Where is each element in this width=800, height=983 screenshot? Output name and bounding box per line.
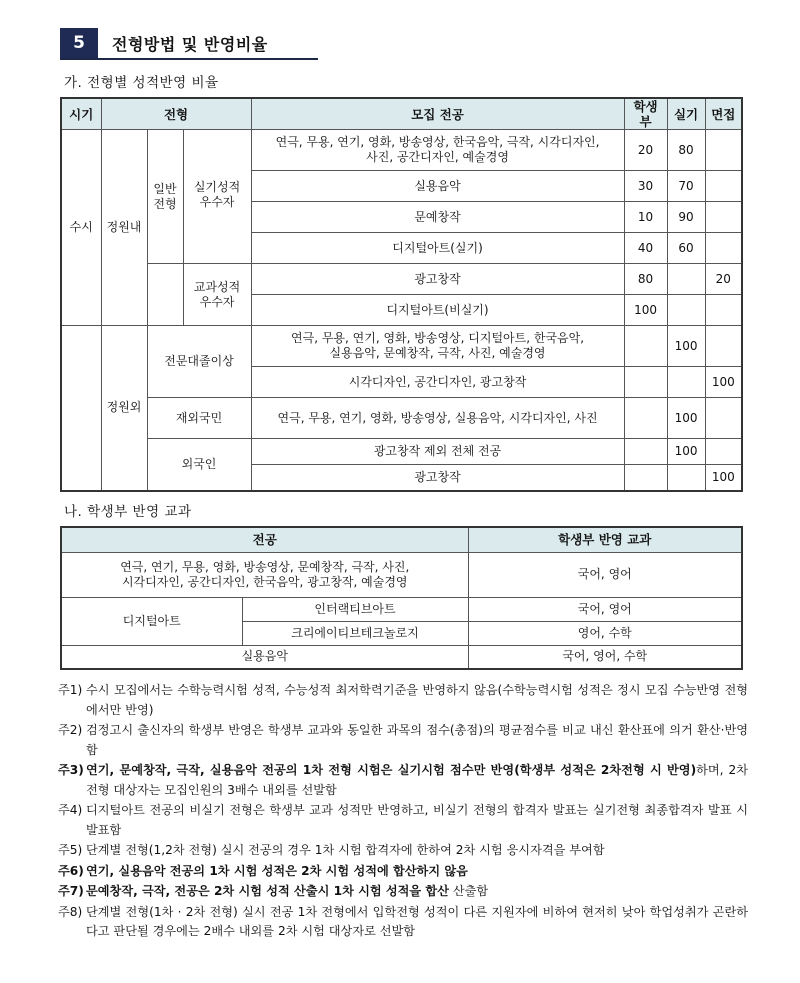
table-cell-interview: [705, 326, 742, 367]
table-cell-subjects: 영어, 수학: [468, 621, 742, 645]
note-item: 주1) 수시 모집에서는 수학능력시험 성적, 수능성적 최저학력기준을 반영하지 않음(수학능력시험 성적은 정시 모집 수능반영 전형에서만 반영): [58, 683, 748, 717]
header-record: 학생부: [624, 98, 667, 130]
table-cell-interview: [705, 233, 742, 264]
table-cell-sub: 인터랙티브아트: [242, 597, 468, 621]
section-title: 전형방법 및 반영비율: [112, 34, 268, 54]
table-cell-practical: [667, 367, 705, 398]
ratio-table: [60, 97, 743, 492]
table-cell-subjects: 국어, 영어: [468, 552, 742, 597]
table-cell-practical: 60: [667, 233, 705, 264]
label-general: 일반 전형: [147, 130, 183, 264]
label-foreigner: 외국인: [147, 439, 251, 491]
table-cell-practical: [667, 264, 705, 295]
table-cell-interview: [705, 171, 742, 202]
note-item: 주2) 검정고시 출신자의 학생부 반영은 학생부 교과와 동일한 과목의 점수(총점)의 평균점수를 비교 내신 환산표에 의거 환산·반영함: [58, 723, 748, 757]
table-cell-interview: 100: [705, 367, 742, 398]
table-cell-record: [624, 398, 667, 439]
label-out-quota: 정원외: [101, 326, 147, 491]
table-cell-major: 연극, 연기, 무용, 영화, 방송영상, 문예창작, 극작, 사진, 시각디자인, 공간디자인, 한국음악, 광고창작, 예술경영: [61, 552, 468, 597]
subjects-table: [60, 526, 743, 670]
table-cell-interview: 100: [705, 465, 742, 491]
header-practical: 실기: [667, 98, 705, 130]
table-cell-practical: 100: [667, 439, 705, 465]
table-cell-interview: [705, 295, 742, 326]
table-cell-major: 광고창작: [251, 264, 624, 295]
note-item: 주8) 단계별 전형(1차 · 2차 전형) 실시 전공 1차 전형에서 입학전형 성적이 다른 지원자에 비하여 현저히 낮아 학업성취가 곤란하다고 판단될 경우에는 2배수 내외를 2차 시험 대상자로 선발함: [58, 904, 748, 938]
table-cell-practical: 70: [667, 171, 705, 202]
table-cell-subjects: 국어, 영어: [468, 597, 742, 621]
table-cell-sub: 크리에이티브테크놀로지: [242, 621, 468, 645]
table-cell-major: 디지털아트(비실기): [251, 295, 624, 326]
table-cell-record: 40: [624, 233, 667, 264]
table-cell-record: 80: [624, 264, 667, 295]
blank-cell: [147, 264, 183, 326]
note-item: 주3) 연기, 문예창작, 극작, 실용음악 전공의 1차 전형 시험은 실기시험 점수만 반영(학생부 성적은 2차전형 시 반영)하며, 2차 전형 대상자는 모집인원의 3배수 내외를 선발함: [58, 763, 748, 797]
blank-cell: [61, 326, 101, 491]
table-cell-subjects: 국어, 영어, 수학: [468, 645, 742, 669]
table-cell-major: 시각디자인, 공간디자인, 광고창작: [251, 367, 624, 398]
header-major: 모집 전공: [251, 98, 624, 130]
table-cell-major: 연극, 무용, 연기, 영화, 방송영상, 디지털아트, 한국음악, 실용음악, 문예창작, 극작, 사진, 예술경영: [251, 326, 624, 367]
subsection-a-title: 가. 전형별 성적반영 비율: [64, 75, 219, 91]
table-cell-record: 100: [624, 295, 667, 326]
label-in-quota: 정원내: [101, 130, 147, 326]
table-cell-major: 실용음악: [251, 171, 624, 202]
table-cell-practical: 80: [667, 130, 705, 171]
table-cell-record: [624, 439, 667, 465]
table-cell-major: 디지털아트(실기): [251, 233, 624, 264]
table-cell-record: 10: [624, 202, 667, 233]
table-cell-practical: 100: [667, 398, 705, 439]
label-susi: 수시: [61, 130, 101, 326]
label-overseas: 재외국민: [147, 398, 251, 439]
label-practical-top: 실기성적 우수자: [183, 130, 251, 264]
note-item: 주4) 디지털아트 전공의 비실기 전형은 학생부 교과 성적만 반영하고, 비실기 전형의 합격자 발표는 실기전형 최종합격자 발표 시 발표함: [58, 803, 748, 837]
note-item: 주6) 연기, 실용음악 전공의 1차 시험 성적은 2차 시험 성적에 합산하지 않음: [58, 863, 468, 878]
table-cell-major: 연극, 무용, 연기, 영화, 방송영상, 한국음악, 극작, 시각디자인, 사진, 공간디자인, 예술경영: [251, 130, 624, 171]
table-cell-major: 광고창작: [251, 465, 624, 491]
table-cell-interview: [705, 130, 742, 171]
section-header: [60, 28, 318, 60]
label-grade-top: 교과성적 우수자: [183, 264, 251, 326]
subsection-b-title: 나. 학생부 반영 교과: [64, 504, 192, 520]
table-cell-interview: 20: [705, 264, 742, 295]
notes-list: [58, 681, 748, 943]
header-major: 전공: [61, 527, 468, 552]
table-cell-major: 연극, 무용, 연기, 영화, 방송영상, 실용음악, 시각디자인, 사진: [251, 398, 624, 439]
table-cell-practical: 90: [667, 202, 705, 233]
table-cell-practical: 100: [667, 326, 705, 367]
table-cell-major: 문예창작: [251, 202, 624, 233]
table-cell-interview: [705, 202, 742, 233]
table-cell-interview: [705, 398, 742, 439]
table-cell-major: 실용음악: [61, 645, 468, 669]
table-cell-record: [624, 367, 667, 398]
table-cell-record: [624, 326, 667, 367]
table-cell-record: 20: [624, 130, 667, 171]
header-type: 전형: [101, 98, 251, 130]
table-cell-interview: [705, 439, 742, 465]
table-cell-record: 30: [624, 171, 667, 202]
label-college-grad: 전문대졸이상: [147, 326, 251, 398]
header-interview: 면접: [705, 98, 742, 130]
table-cell-major: 광고창작 제외 전체 전공: [251, 439, 624, 465]
table-cell-practical: [667, 295, 705, 326]
table-cell-major: 디지털아트: [61, 597, 242, 645]
header-time: 시기: [61, 98, 101, 130]
note-item: 주5) 단계별 전형(1,2차 전형) 실시 전공의 경우 1차 시험 합격자에 한하여 2차 시험 응시자격을 부여함: [58, 843, 605, 857]
table-cell-practical: [667, 465, 705, 491]
header-subjects: 학생부 반영 교과: [468, 527, 742, 552]
table-cell-record: [624, 465, 667, 491]
section-number: 5: [60, 28, 98, 58]
note-item: 주7) 문예창작, 극작, 전공은 2차 시험 성적 산출시 1차 시험 성적을 합산 산출함: [58, 884, 489, 898]
